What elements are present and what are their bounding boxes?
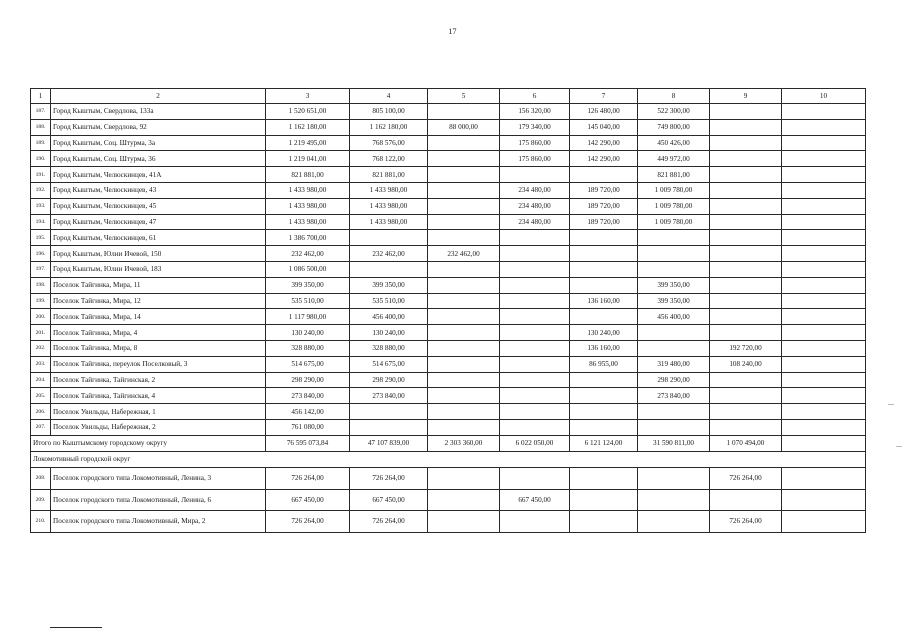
amount-cell	[782, 356, 866, 372]
amount-cell: 399 350,00	[350, 277, 428, 293]
amount-cell	[782, 325, 866, 341]
row-number: 191.	[31, 167, 51, 183]
table-row	[31, 277, 866, 293]
total-amount-cell: 76 595 073,84	[266, 435, 350, 451]
amount-cell	[428, 511, 500, 533]
amount-cell	[428, 309, 500, 325]
amount-cell	[710, 246, 782, 262]
amount-cell: 1 520 651,00	[266, 104, 350, 120]
row-number: 209.	[31, 489, 51, 511]
total-amount-cell: 31 590 811,00	[638, 435, 710, 451]
amount-cell	[428, 293, 500, 309]
row-number: 195.	[31, 230, 51, 246]
amount-cell	[570, 167, 638, 183]
amount-cell	[428, 356, 500, 372]
address-cell: Город Кыштым, Челюскинцев, 61	[51, 230, 266, 246]
amount-cell: 136 160,00	[570, 293, 638, 309]
amount-cell: 232 462,00	[428, 246, 500, 262]
amount-cell: 130 240,00	[266, 325, 350, 341]
amount-cell	[428, 325, 500, 341]
amount-cell	[710, 119, 782, 135]
table-row	[31, 151, 866, 167]
amount-cell: 328 880,00	[266, 340, 350, 356]
amount-cell	[500, 340, 570, 356]
amount-cell: 821 881,00	[266, 167, 350, 183]
amount-cell	[570, 309, 638, 325]
row-number: 199.	[31, 293, 51, 309]
amount-cell	[500, 468, 570, 490]
amount-cell	[500, 325, 570, 341]
amount-cell	[428, 214, 500, 230]
amount-cell	[710, 214, 782, 230]
amount-cell	[570, 372, 638, 388]
amount-cell	[500, 356, 570, 372]
column-header: 6	[500, 89, 570, 104]
amount-cell	[428, 277, 500, 293]
table-row	[31, 404, 866, 420]
table-row	[31, 489, 866, 511]
address-cell: Город Кыштым, Челюскинцев, 47	[51, 214, 266, 230]
column-header: 8	[638, 89, 710, 104]
amount-cell: 1 433 980,00	[266, 214, 350, 230]
amount-cell: 328 880,00	[350, 340, 428, 356]
amount-cell	[710, 104, 782, 120]
total-amount-cell: 1 070 494,00	[710, 435, 782, 451]
amount-cell	[638, 419, 710, 435]
amount-cell: 1 433 980,00	[350, 182, 428, 198]
amount-cell	[500, 246, 570, 262]
table-row	[31, 309, 866, 325]
amount-cell	[570, 230, 638, 246]
table-row	[31, 356, 866, 372]
budget-table	[30, 88, 866, 533]
amount-cell: 768 122,00	[350, 151, 428, 167]
table-row	[31, 340, 866, 356]
amount-cell	[570, 246, 638, 262]
amount-cell: 232 462,00	[266, 246, 350, 262]
row-number: 202.	[31, 340, 51, 356]
amount-cell	[782, 340, 866, 356]
address-cell: Поселок Тайгинка, Мира, 11	[51, 277, 266, 293]
amount-cell: 399 350,00	[638, 293, 710, 309]
amount-cell: 1 162 180,00	[350, 119, 428, 135]
amount-cell	[782, 277, 866, 293]
amount-cell	[710, 372, 782, 388]
amount-cell: 1 117 980,00	[266, 309, 350, 325]
amount-cell: 514 675,00	[266, 356, 350, 372]
amount-cell	[638, 340, 710, 356]
amount-cell	[428, 104, 500, 120]
amount-cell: 136 160,00	[570, 340, 638, 356]
row-number: 208.	[31, 468, 51, 490]
amount-cell: 142 290,00	[570, 151, 638, 167]
amount-cell	[350, 419, 428, 435]
amount-cell	[782, 151, 866, 167]
amount-cell	[638, 511, 710, 533]
row-number: 190.	[31, 151, 51, 167]
amount-cell	[428, 340, 500, 356]
amount-cell	[638, 246, 710, 262]
amount-cell: 1 009 780,00	[638, 182, 710, 198]
amount-cell	[710, 182, 782, 198]
total-amount-cell: 47 107 839,00	[350, 435, 428, 451]
row-number: 210.	[31, 511, 51, 533]
amount-cell	[638, 325, 710, 341]
amount-cell: 450 426,00	[638, 135, 710, 151]
row-number: 196.	[31, 246, 51, 262]
amount-cell: 667 450,00	[266, 489, 350, 511]
amount-cell	[782, 182, 866, 198]
amount-cell	[570, 511, 638, 533]
amount-cell	[710, 293, 782, 309]
address-cell: Город Кыштым, Челюскинцев, 41А	[51, 167, 266, 183]
address-cell: Город Кыштым, Юлии Ичевой, 183	[51, 261, 266, 277]
amount-cell	[500, 388, 570, 404]
amount-cell: 1 009 780,00	[638, 214, 710, 230]
table-row	[31, 372, 866, 388]
amount-cell: 298 290,00	[638, 372, 710, 388]
table-row	[31, 182, 866, 198]
amount-cell: 726 264,00	[266, 468, 350, 490]
row-number: 193.	[31, 198, 51, 214]
address-cell: Город Кыштым, Свердлова, 133а	[51, 104, 266, 120]
amount-cell: 156 320,00	[500, 104, 570, 120]
total-row	[31, 435, 866, 451]
amount-cell	[638, 230, 710, 246]
row-number: 194.	[31, 214, 51, 230]
total-amount-cell: 6 121 124,00	[570, 435, 638, 451]
amount-cell	[350, 404, 428, 420]
amount-cell: 667 450,00	[500, 489, 570, 511]
amount-cell	[428, 468, 500, 490]
amount-cell: 179 340,00	[500, 119, 570, 135]
amount-cell	[710, 277, 782, 293]
table-row	[31, 388, 866, 404]
amount-cell: 522 300,00	[638, 104, 710, 120]
amount-cell	[500, 309, 570, 325]
amount-cell: 175 860,00	[500, 135, 570, 151]
amount-cell: 1 086 500,00	[266, 261, 350, 277]
address-cell: Поселок Тайгинка, Мира, 12	[51, 293, 266, 309]
amount-cell	[782, 167, 866, 183]
amount-cell: 821 881,00	[638, 167, 710, 183]
amount-cell: 1 219 041,00	[266, 151, 350, 167]
address-cell: Поселок городского типа Локомотивный, Мира, 2	[51, 511, 266, 533]
amount-cell: 88 000,00	[428, 119, 500, 135]
amount-cell: 726 264,00	[710, 511, 782, 533]
amount-cell	[500, 372, 570, 388]
total-amount-cell	[782, 435, 866, 451]
amount-cell	[500, 261, 570, 277]
amount-cell: 189 720,00	[570, 182, 638, 198]
amount-cell	[570, 404, 638, 420]
amount-cell	[710, 489, 782, 511]
amount-cell: 234 480,00	[500, 198, 570, 214]
amount-cell	[428, 135, 500, 151]
address-cell: Поселок Увильды, Набережная, 1	[51, 404, 266, 420]
amount-cell	[428, 419, 500, 435]
address-cell: Город Кыштым, Челюскинцев, 45	[51, 198, 266, 214]
amount-cell: 189 720,00	[570, 214, 638, 230]
amount-cell	[782, 309, 866, 325]
column-header: 4	[350, 89, 428, 104]
amount-cell	[428, 182, 500, 198]
table-row	[31, 230, 866, 246]
column-header: 9	[710, 89, 782, 104]
amount-cell	[782, 261, 866, 277]
section-header-row	[31, 451, 866, 468]
amount-cell	[710, 167, 782, 183]
address-cell: Поселок городского типа Локомотивный, Ленина, 6	[51, 489, 266, 511]
amount-cell: 761 080,00	[266, 419, 350, 435]
amount-cell	[782, 246, 866, 262]
amount-cell: 456 400,00	[638, 309, 710, 325]
amount-cell	[638, 261, 710, 277]
amount-cell: 726 264,00	[710, 468, 782, 490]
row-number: 198.	[31, 277, 51, 293]
column-header: 7	[570, 89, 638, 104]
total-label: Итого по Кыштымскому городскому округу	[31, 435, 266, 451]
amount-cell	[782, 214, 866, 230]
amount-cell: 273 840,00	[350, 388, 428, 404]
amount-cell: 1 009 780,00	[638, 198, 710, 214]
address-cell: Город Кыштым, Свердлова, 92	[51, 119, 266, 135]
amount-cell	[782, 119, 866, 135]
address-cell: Город Кыштым, Соц. Штурма, 3а	[51, 135, 266, 151]
amount-cell: 821 881,00	[350, 167, 428, 183]
amount-cell	[500, 293, 570, 309]
amount-cell: 189 720,00	[570, 198, 638, 214]
table-row	[31, 167, 866, 183]
amount-cell	[782, 372, 866, 388]
page-number: 17	[448, 27, 457, 36]
address-cell: Поселок городского типа Локомотивный, Ленина, 3	[51, 468, 266, 490]
amount-cell: 749 800,00	[638, 119, 710, 135]
address-cell: Поселок Тайгинка, Мира, 4	[51, 325, 266, 341]
column-header: 2	[51, 89, 266, 104]
row-number: 192.	[31, 182, 51, 198]
amount-cell: 1 162 180,00	[266, 119, 350, 135]
address-cell: Поселок Тайгинка, Тайгинская, 2	[51, 372, 266, 388]
amount-cell	[570, 388, 638, 404]
row-number: 201.	[31, 325, 51, 341]
amount-cell: 175 860,00	[500, 151, 570, 167]
column-header: 3	[266, 89, 350, 104]
amount-cell	[710, 198, 782, 214]
row-number: 207.	[31, 419, 51, 435]
amount-cell: 234 480,00	[500, 182, 570, 198]
amount-cell: 1 433 980,00	[350, 198, 428, 214]
amount-cell	[350, 230, 428, 246]
amount-cell	[782, 468, 866, 490]
amount-cell	[570, 277, 638, 293]
amount-cell	[782, 404, 866, 420]
amount-cell	[638, 468, 710, 490]
total-amount-cell: 2 303 360,00	[428, 435, 500, 451]
amount-cell	[782, 198, 866, 214]
margin-mark	[888, 404, 894, 405]
amount-cell: 145 040,00	[570, 119, 638, 135]
row-number: 188.	[31, 119, 51, 135]
row-number: 197.	[31, 261, 51, 277]
amount-cell	[782, 489, 866, 511]
amount-cell	[570, 419, 638, 435]
row-number: 205.	[31, 388, 51, 404]
amount-cell	[638, 489, 710, 511]
amount-cell: 319 480,00	[638, 356, 710, 372]
amount-cell: 726 264,00	[266, 511, 350, 533]
amount-cell	[782, 388, 866, 404]
address-cell: Поселок Тайгинка, переулок Поселковый, 3	[51, 356, 266, 372]
table-row	[31, 198, 866, 214]
amount-cell: 86 955,00	[570, 356, 638, 372]
amount-cell	[710, 261, 782, 277]
amount-cell: 232 462,00	[350, 246, 428, 262]
amount-cell: 298 290,00	[350, 372, 428, 388]
amount-cell: 1 386 700,00	[266, 230, 350, 246]
amount-cell: 449 972,00	[638, 151, 710, 167]
amount-cell	[782, 135, 866, 151]
table-row	[31, 104, 866, 120]
amount-cell	[428, 230, 500, 246]
amount-cell: 1 433 980,00	[266, 182, 350, 198]
table-row	[31, 119, 866, 135]
amount-cell	[570, 261, 638, 277]
amount-cell	[782, 511, 866, 533]
amount-cell	[500, 511, 570, 533]
column-header: 1	[31, 89, 51, 104]
address-cell: Поселок Тайгинка, Мира, 14	[51, 309, 266, 325]
table-row	[31, 246, 866, 262]
row-number: 203.	[31, 356, 51, 372]
table-row	[31, 511, 866, 533]
amount-cell	[428, 372, 500, 388]
amount-cell: 535 510,00	[350, 293, 428, 309]
amount-cell	[500, 419, 570, 435]
amount-cell	[428, 261, 500, 277]
amount-cell	[710, 151, 782, 167]
table-row	[31, 261, 866, 277]
amount-cell: 514 675,00	[350, 356, 428, 372]
amount-cell	[428, 151, 500, 167]
amount-cell: 130 240,00	[350, 325, 428, 341]
amount-cell: 1 433 980,00	[266, 198, 350, 214]
table-row	[31, 325, 866, 341]
section-title: Локомотивный городской округ	[31, 451, 866, 468]
column-header: 10	[782, 89, 866, 104]
amount-cell	[500, 404, 570, 420]
amount-cell	[570, 489, 638, 511]
table-row	[31, 214, 866, 230]
address-cell: Город Кыштым, Юлии Ичевой, 150	[51, 246, 266, 262]
amount-cell: 768 576,00	[350, 135, 428, 151]
amount-cell	[710, 135, 782, 151]
address-cell: Город Кыштым, Челюскинцев, 43	[51, 182, 266, 198]
table-row	[31, 293, 866, 309]
address-cell: Город Кыштым, Соц. Штурма, 36	[51, 151, 266, 167]
table-row	[31, 468, 866, 490]
amount-cell	[500, 230, 570, 246]
amount-cell: 726 264,00	[350, 511, 428, 533]
amount-cell: 667 450,00	[350, 489, 428, 511]
amount-cell: 726 264,00	[350, 468, 428, 490]
table-row	[31, 419, 866, 435]
amount-cell	[428, 388, 500, 404]
amount-cell	[350, 261, 428, 277]
amount-cell	[428, 167, 500, 183]
amount-cell: 456 142,00	[266, 404, 350, 420]
amount-cell: 399 350,00	[266, 277, 350, 293]
amount-cell	[710, 325, 782, 341]
margin-mark	[896, 446, 902, 447]
amount-cell	[782, 419, 866, 435]
row-number: 189.	[31, 135, 51, 151]
amount-cell	[782, 293, 866, 309]
address-cell: Поселок Тайгинка, Тайгинская, 4	[51, 388, 266, 404]
amount-cell: 273 840,00	[266, 388, 350, 404]
amount-cell	[428, 198, 500, 214]
amount-cell	[500, 277, 570, 293]
amount-cell: 1 219 495,00	[266, 135, 350, 151]
amount-cell: 805 100,00	[350, 104, 428, 120]
amount-cell: 234 480,00	[500, 214, 570, 230]
amount-cell: 399 350,00	[638, 277, 710, 293]
total-amount-cell: 6 022 050,00	[500, 435, 570, 451]
row-number: 206.	[31, 404, 51, 420]
column-header: 5	[428, 89, 500, 104]
amount-cell: 1 433 980,00	[350, 214, 428, 230]
amount-cell: 298 290,00	[266, 372, 350, 388]
amount-cell: 126 480,00	[570, 104, 638, 120]
amount-cell: 535 510,00	[266, 293, 350, 309]
amount-cell	[710, 419, 782, 435]
table-row	[31, 135, 866, 151]
address-cell: Поселок Тайгинка, Мира, 8	[51, 340, 266, 356]
row-number: 187.	[31, 104, 51, 120]
amount-cell	[428, 404, 500, 420]
amount-cell: 130 240,00	[570, 325, 638, 341]
amount-cell: 456 400,00	[350, 309, 428, 325]
amount-cell: 142 290,00	[570, 135, 638, 151]
amount-cell	[710, 309, 782, 325]
amount-cell	[710, 388, 782, 404]
row-number: 204.	[31, 372, 51, 388]
amount-cell	[782, 230, 866, 246]
amount-cell	[570, 468, 638, 490]
amount-cell	[710, 404, 782, 420]
amount-cell: 273 840,00	[638, 388, 710, 404]
amount-cell: 108 240,00	[710, 356, 782, 372]
amount-cell	[638, 404, 710, 420]
amount-cell	[500, 167, 570, 183]
column-header-row	[31, 89, 866, 104]
amount-cell	[710, 230, 782, 246]
footnote-separator	[50, 627, 102, 628]
amount-cell: 192 720,00	[710, 340, 782, 356]
row-number: 200.	[31, 309, 51, 325]
address-cell: Поселок Увильды, Набережная, 2	[51, 419, 266, 435]
amount-cell	[428, 489, 500, 511]
amount-cell	[782, 104, 866, 120]
